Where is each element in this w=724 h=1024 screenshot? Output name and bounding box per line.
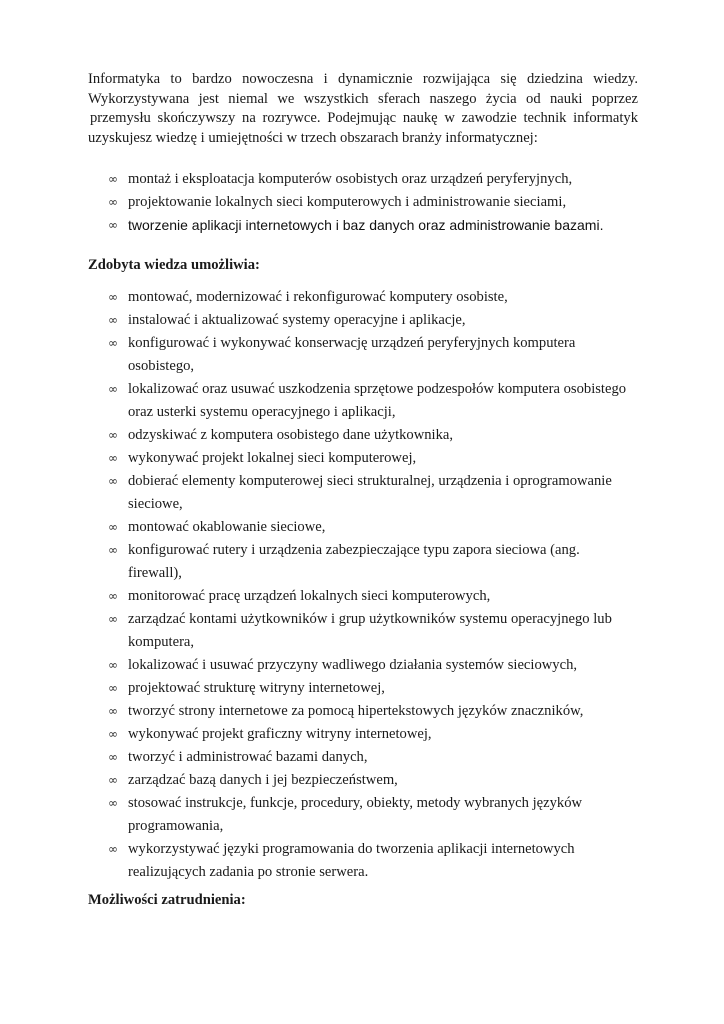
list-item-text: stosować instrukcje, funkcje, procedury, obiekty, metody wybranych języków (128, 795, 583, 811)
list-item-text: lokalizować oraz usuwać uszkodzenia sprzętowe podzespołów komputera osobistego (128, 381, 627, 397)
list-item-text: projektować strukturę witryny internetowej, (128, 680, 385, 696)
bullet-infinity-icon: ∞ (108, 382, 118, 396)
list-item (0, 677, 628, 700)
bullet-infinity-icon: ∞ (108, 313, 118, 327)
bullet-infinity-icon: ∞ (108, 428, 118, 442)
list-item-text: konfigurować i wykonywać konserwację urządzeń peryferyjnych komputera (128, 335, 576, 351)
list-item-text: monitorować pracę urządzeń lokalnych sieci komputerowych, (128, 588, 491, 604)
bullet-infinity-icon: ∞ (108, 336, 118, 350)
list-item-text: osobistego, (128, 358, 195, 374)
intro-line: przemysłu skończywszy na rozrywce. Podejmując naukę w zawodzie technik informatyk (90, 110, 638, 127)
bullet-infinity-icon: ∞ (108, 218, 118, 232)
intro-line: Wykorzystywana jest niemal we wszystkich sferach naszego życia od nauki poprzez (88, 90, 638, 107)
list-item (0, 286, 628, 309)
bullet-infinity-icon: ∞ (108, 796, 118, 810)
list-item-text: montować okablowanie sieciowe, (128, 519, 326, 535)
skills-heading: Zdobyta wiedza umożliwia: (88, 257, 260, 273)
list-item (0, 654, 628, 677)
bullet-infinity-icon: ∞ (108, 681, 118, 695)
intro-line: Informatyka to bardzo nowoczesna i dynamicznie rozwijająca się dziedzina wiedzy. (88, 71, 638, 87)
bullet-infinity-icon: ∞ (108, 195, 118, 209)
list-item-text: tworzyć strony internetowe za pomocą hipertekstowych języków znaczników, (128, 703, 584, 719)
list-item-text: tworzenie aplikacji internetowych i baz danych oraz administrowanie bazami. (128, 217, 604, 233)
bullet-infinity-icon: ∞ (108, 704, 118, 718)
list-item-text: programowania, (128, 818, 224, 834)
list-item-text: firewall), (128, 565, 182, 581)
list-item (0, 332, 628, 378)
list-item (0, 746, 628, 769)
list-item (0, 214, 628, 237)
list-item-text: sieciowe, (128, 496, 183, 512)
list-item-text: instalować i aktualizować systemy operacyjne i aplikacje, (128, 312, 466, 328)
list-item-text: lokalizować i usuwać przyczyny wadliwego działania systemów sieciowych, (128, 657, 578, 673)
list-item (0, 723, 628, 746)
list-item (0, 168, 628, 191)
employment-heading: Możliwości zatrudnienia: (88, 892, 246, 908)
list-item (0, 792, 628, 838)
list-item (0, 585, 628, 608)
list-item (0, 378, 628, 424)
bullet-infinity-icon: ∞ (108, 658, 118, 672)
list-item (0, 470, 628, 516)
list-item-text: projektowanie lokalnych sieci komputerowych i administrowanie sieciami, (128, 194, 567, 210)
bullet-infinity-icon: ∞ (108, 727, 118, 741)
list-item-text: zarządzać bazą danych i jej bezpieczeństwem, (128, 772, 398, 788)
list-item (0, 424, 628, 447)
list-item-text: wykonywać projekt lokalnej sieci komputerowej, (128, 450, 417, 466)
list-item-text: konfigurować rutery i urządzenia zabezpieczające typu zapora sieciowa (ang. (128, 542, 580, 558)
list-item-text: odzyskiwać z komputera osobistego dane użytkownika, (128, 427, 454, 443)
bullet-infinity-icon: ∞ (108, 172, 118, 186)
bullet-infinity-icon: ∞ (108, 842, 118, 856)
list-item (0, 608, 628, 654)
list-item-text: realizujących zadania po stronie serwera. (128, 864, 369, 880)
list-item (0, 516, 628, 539)
list-item-text: komputera, (128, 634, 195, 650)
list-item-text: montować, modernizować i rekonfigurować komputery osobiste, (128, 289, 508, 305)
list-item (0, 700, 628, 723)
bullet-infinity-icon: ∞ (108, 750, 118, 764)
bullet-infinity-icon: ∞ (108, 474, 118, 488)
bullet-infinity-icon: ∞ (108, 520, 118, 534)
list-item-text: tworzyć i administrować bazami danych, (128, 749, 368, 765)
bullet-infinity-icon: ∞ (108, 589, 118, 603)
list-item (0, 309, 628, 332)
list-item-text: zarządzać kontami użytkowników i grup użytkowników systemu operacyjnego lub (128, 611, 612, 627)
list-item (0, 191, 628, 214)
list-item-text: wykonywać projekt graficzny witryny internetowej, (128, 726, 432, 742)
list-item-text: montaż i eksploatacja komputerów osobistych oraz urządzeń peryferyjnych, (128, 171, 573, 187)
list-item-text: dobierać elementy komputerowej sieci strukturalnej, urządzenia i oprogramowanie (128, 473, 612, 489)
bullet-infinity-icon: ∞ (108, 543, 118, 557)
list-item-text: oraz usterki systemu operacyjnego i aplikacji, (128, 404, 396, 420)
bullet-infinity-icon: ∞ (108, 612, 118, 626)
list-item (0, 838, 628, 884)
list-item (0, 539, 628, 585)
bullet-infinity-icon: ∞ (108, 451, 118, 465)
list-item-text: wykorzystywać języki programowania do tworzenia aplikacji internetowych (128, 841, 575, 857)
bullet-infinity-icon: ∞ (108, 290, 118, 304)
areas-list (0, 168, 724, 237)
intro-line: uzyskujesz wiedzę i umiejętności w trzech obszarach branży informatycznej: (88, 129, 538, 146)
skills-list (0, 286, 724, 884)
list-item (0, 769, 628, 792)
bullet-infinity-icon: ∞ (108, 773, 118, 787)
intro-paragraph (88, 70, 638, 148)
list-item (0, 447, 628, 470)
